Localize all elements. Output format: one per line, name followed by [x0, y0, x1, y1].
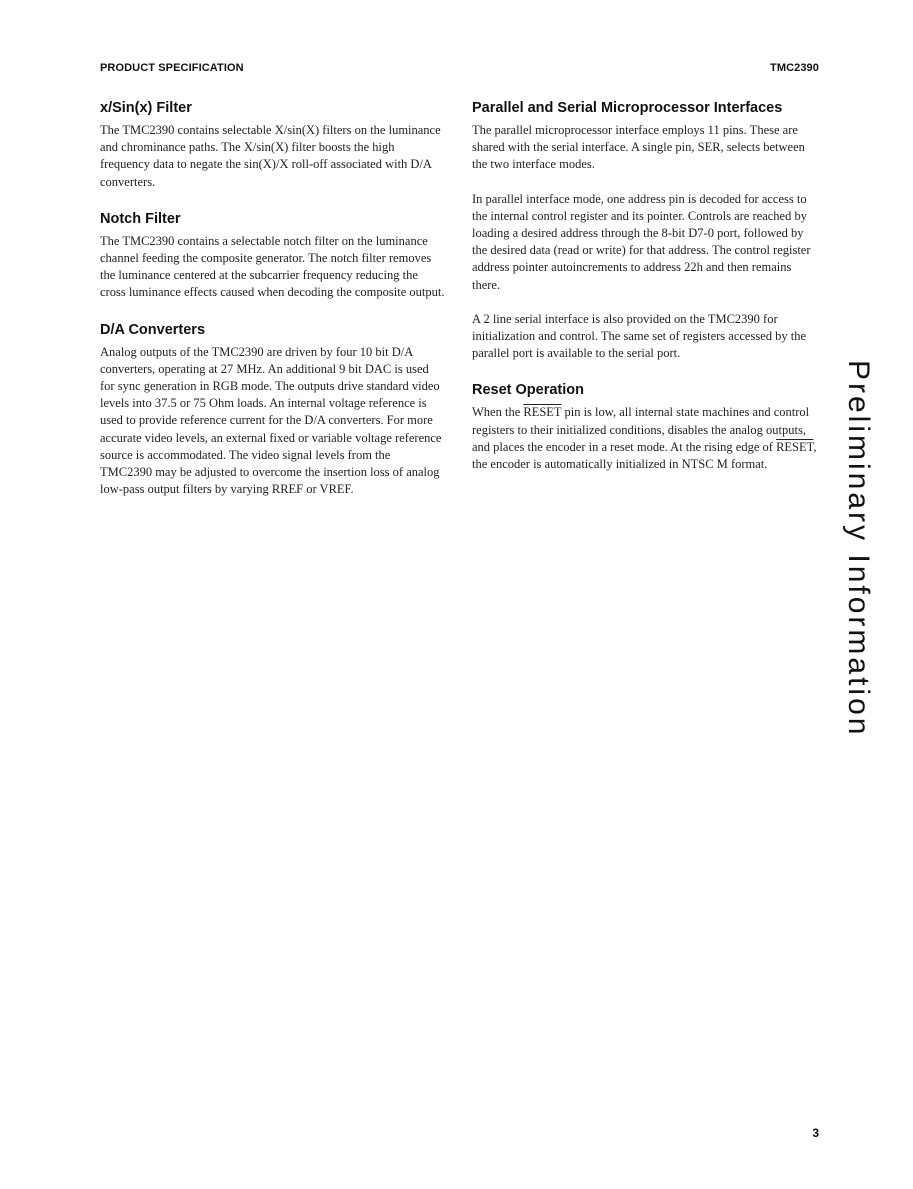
interfaces-paragraph-3: A 2 line serial interface is also provided on the TMC2390 for initialization and control. The same set of registers accessed by the parallel port is available to the serial port. — [472, 311, 807, 361]
header-product-specification: PRODUCT SPECIFICATION — [100, 62, 244, 74]
page-number: 3 — [812, 1126, 819, 1140]
reset-text-part-3: , the encoder is automatically initialized in NTSC M format. — [472, 439, 817, 472]
section-title-xsinx-filter: x/Sin(x) Filter — [100, 100, 192, 116]
reset-signal-name: RESET — [523, 405, 562, 420]
da-converters-paragraph: Analog outputs of the TMC2390 are driven by four 10 bit D/A converters, operating at 27 MHz. An additional 9 bit DAC is used for sync generation in RGB mode. The outputs drive standard video levels into 37.5 or 75 Ohm loads. An internal voltage reference is used to provide reference current for the D/A converters. For more accurate video levels, an external fixed or variable voltage reference source is accommodated. The video signal levels from the TMC2390 may be adjusted to overcome the insertion loss of analog low-pass output filters by varying RREF or VREF. — [100, 344, 442, 497]
section-title-notch-filter: Notch Filter — [100, 210, 181, 227]
xsinx-filter-paragraph: The TMC2390 contains selectable X/sin(X) filters on the luminance and chrominance paths. The X/sin(X) filter boosts the high frequency data to negate the sin(X)/X roll-off associated with D/A converters. — [100, 123, 441, 189]
section-title-da-converters: D/A Converters — [100, 321, 206, 338]
reset-text-part-1: When the — [472, 405, 524, 420]
right-column — [472, 98, 817, 473]
notch-filter-paragraph: The TMC2390 contains a selectable notch filter on the luminance channel feeding the composite generator. The notch filter removes the luminance centered at the subcarrier frequency reducing the cross luminance effects caused when decoding the composite output. — [100, 233, 445, 300]
left-column — [100, 98, 445, 498]
interfaces-paragraph-1: The parallel microprocessor interface employs 11 pins. These are shared with the serial interface. A single pin, SER, selects between the two interface modes. — [472, 123, 805, 172]
interfaces-paragraph-2: In parallel interface mode, one address pin is decoded for access to the internal control register and its pointer. Controls are reached by loading a desired address through the 8-bit D7-0 port, followed by the desired data (read or write) for that address. The control register address pointer autoincrements to address 22h and then remains there. — [472, 191, 811, 292]
section-title-interfaces: Parallel and Serial Microprocessor Interfaces — [472, 100, 783, 116]
header-part-number: TMC2390 — [770, 62, 819, 74]
section-title-reset-operation: Reset Operation — [472, 382, 584, 399]
reset-text-part-2: pin is low, all internal state machines and control registers to their initialized conditions, disables the analog outputs, and places the encoder in a reset mode. At the rising edge of — [472, 405, 810, 454]
reset-signal-name-2: RESET — [776, 439, 814, 454]
reset-operation-paragraph — [472, 404, 817, 473]
preliminary-information-label: Preliminary Information — [842, 360, 875, 738]
